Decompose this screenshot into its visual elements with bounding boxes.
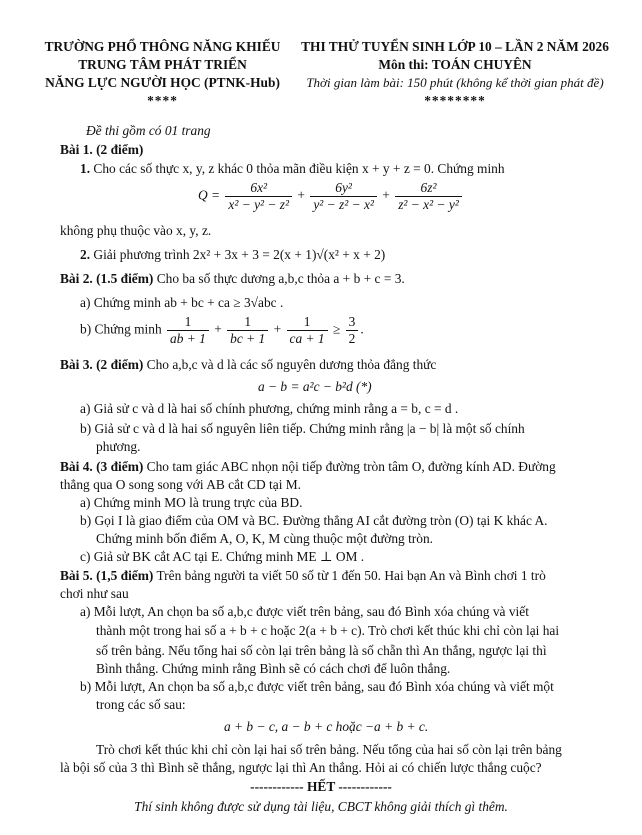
- school-header: [30, 38, 295, 110]
- bai4-c: c) Giả sử BK cắt AC tại E. Chứng minh ME ⊥ OM .: [80, 549, 365, 564]
- exam-time: Thời gian làm bài: 150 phút (không kể thời gian phát đề): [306, 75, 604, 90]
- end-marker: ------------ HẾT ------------: [250, 779, 392, 794]
- bai3-intro: Bài 3. (2 điểm) Cho a,b,c và d là các số nguyên dương thỏa đẳng thức: [60, 357, 437, 372]
- bai1-q2: 2. Giải phương trình 2x² + 3x + 3 = 2(x + 1)√(x² + x + 2): [80, 247, 386, 262]
- bai5-a-line3: số trên bảng. Nếu tổng hai số còn lại trên bảng là số chẵn thì An thắng, ngược lại thì: [96, 643, 547, 658]
- bai5-a: a) Mỗi lượt, An chọn ba số a,b,c được viết trên bảng, sau đó Bình xóa chúng và viết: [80, 604, 529, 619]
- bai4-b: b) Gọi I là giao điểm của OM và BC. Đường thẳng AI cắt đường tròn (O) tại K khác A.: [80, 513, 548, 528]
- footer-note: Thí sinh không được sử dụng tài liệu, CBCT không giải thích gì thêm.: [134, 799, 508, 814]
- bai5-a-line4: Bình thắng. Chứng minh rằng Bình sẽ có cách chơi để luôn thắng.: [96, 661, 451, 676]
- formula-term-2: $\frac{\text{6y²}}{\text{y² − z² − x²}}$: [310, 180, 377, 213]
- center-name: TRUNG TÂM PHÁT TRIỂN: [78, 57, 247, 72]
- bai1-q1-tail: không phụ thuộc vào x, y, z.: [60, 223, 212, 238]
- bai5-end-line2: là bội số của 3 thì Bình sẽ thắng, ngược lại thì An thắng. Hỏi ai có chiến lược thắng cuộc?: [60, 760, 542, 775]
- bai2-intro: Bài 2. (1.5 điểm) Cho ba số thực dương a,b,c thỏa a + b + c = 3.: [60, 271, 405, 286]
- bai5-b: b) Mỗi lượt, An chọn ba số a,b,c được viết trên bảng, sau đó Bình xóa chúng và viết một: [80, 679, 554, 694]
- bai2-a: a) Chứng minh ab + bc + ca ≥ 3√abc .: [80, 295, 284, 310]
- bai4-b-cont: Chứng minh bốn điểm A, O, K, M cùng thuộc một đường tròn.: [96, 531, 434, 546]
- bai1-q1: 1. Cho các số thực x, y, z khác 0 thỏa mãn điều kiện x + y + z = 0. Chứng minh: [80, 161, 505, 176]
- bai4-intro-cont: thẳng qua O song song với AB cắt CD tại M.: [60, 477, 302, 492]
- bai5-intro-cont: chơi như sau: [60, 586, 129, 601]
- formula-term-1: $\frac{\text{6x²}}{\text{x² − y² − z²}}$: [225, 180, 292, 213]
- bai5-a-line2: thành một trong hai số a + b + c hoặc 2(a + b + c). Trò chơi kết thúc khi chỉ còn lại hai: [96, 623, 560, 638]
- bai4-a: a) Chứng minh MO là trung trực của BD.: [80, 495, 303, 510]
- header-stars-right: ********: [424, 93, 486, 108]
- exam-title: THI THỬ TUYỂN SINH LỚP 10 – LẦN 2 NĂM 2026: [301, 39, 609, 54]
- bai5-intro: Bài 5. (1,5 điểm) Trên bảng người ta viết 50 số từ 1 đến 50. Hai bạn An và Bình chơi 1 trò: [60, 568, 546, 583]
- bai3-equation: a − b = a²c − b²d (*): [258, 379, 372, 394]
- exam-subject: Môn thi: TOÁN CHUYÊN: [378, 57, 532, 72]
- center-name-2: NĂNG LỰC NGƯỜI HỌC (PTNK-Hub): [45, 75, 280, 90]
- bai4-intro: Bài 4. (3 điểm) Cho tam giác ABC nhọn nội tiếp đường tròn tâm O, đường kính AD. Đường: [60, 459, 556, 474]
- bai3-b-cont: phương.: [96, 439, 141, 454]
- bai3-b: b) Giả sử c và d là hai số nguyên liên tiếp. Chứng minh rằng |a − b| là một số chính: [80, 421, 525, 436]
- school-name: TRƯỜNG PHỔ THÔNG NĂNG KHIẾU: [44, 39, 281, 54]
- bai5-b-line2: trong các số sau:: [96, 697, 186, 712]
- bai1-formula: Q = $\frac{\text{6x²}}{\text{x² − y² − z²}}$ + $\frac{\text{6y²}}{\text{y² − z² − x²}}$ + $\frac{\text{6z²}}{\text{z² − x² − y²}}$: [198, 180, 464, 213]
- bai5-end-line1: Trò chơi kết thúc khi chỉ còn lại hai số trên bảng. Nếu tổng của hai số còn lại trên bảng: [96, 742, 562, 757]
- bai3-a: a) Giả sử c và d là hai số chính phương, chứng minh rằng a = b, c = d .: [80, 401, 459, 416]
- formula-term-3: $\frac{\text{6z²}}{\text{z² − x² − y²}}$: [395, 180, 462, 213]
- bai2-b: b) Chứng minh $\frac{1}{ab + 1}$ + $\frac{1}{bc + 1}$ + $\frac{1}{ca + 1}$ ≥ $\frac{3}{2}$ .: [80, 314, 364, 346]
- exam-header: [298, 38, 612, 110]
- header-stars-left: ****: [147, 93, 178, 108]
- bai5-b-options: a + b − c, a − b + c hoặc −a + b + c.: [224, 719, 429, 734]
- page-count-note: Đề thi gồm có 01 trang: [86, 123, 211, 138]
- bai1-title: Bài 1. (2 điểm): [60, 142, 144, 157]
